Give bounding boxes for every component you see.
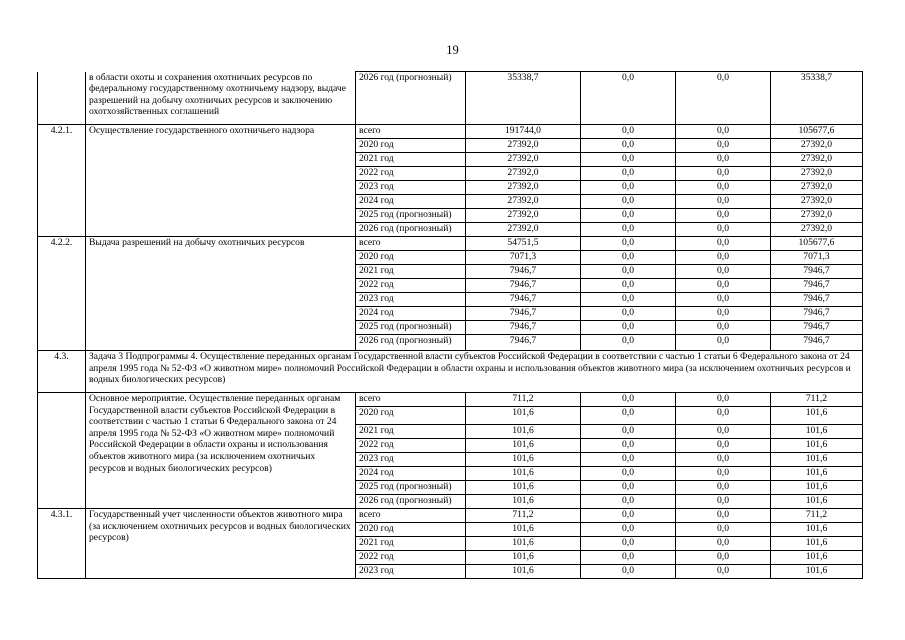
row-value-3: 0,0 (676, 181, 771, 195)
row-value-3: 0,0 (676, 307, 771, 321)
row-value-2: 0,0 (581, 537, 676, 551)
row-value-3: 0,0 (676, 537, 771, 551)
row-value-2: 0,0 (581, 453, 676, 467)
row-value-3: 0,0 (676, 223, 771, 237)
row-value-3: 0,0 (676, 293, 771, 307)
row-value-2: 0,0 (581, 125, 676, 139)
row-value-2: 0,0 (581, 293, 676, 307)
row-value-1: 7946,7 (466, 335, 581, 351)
row-value-3: 0,0 (676, 565, 771, 579)
row-value-1: 101,6 (466, 495, 581, 509)
row-value-3: 0,0 (676, 335, 771, 351)
row-period: 2021 год (356, 265, 466, 279)
row-value-1: 27392,0 (466, 181, 581, 195)
row-period: 2023 год (356, 181, 466, 195)
row-value-2: 0,0 (581, 565, 676, 579)
table-row (38, 72, 863, 125)
row-value-1: 101,6 (466, 551, 581, 565)
row-value-3: 0,0 (676, 279, 771, 293)
row-value-2: 0,0 (581, 72, 676, 125)
row-period: 2022 год (356, 551, 466, 565)
row-value-4: 101,6 (771, 523, 863, 537)
row-value-1: 7946,7 (466, 279, 581, 293)
row-value-4: 27392,0 (771, 181, 863, 195)
row-value-1: 35338,7 (466, 72, 581, 125)
row-value-4: 101,6 (771, 425, 863, 439)
row-period: 2020 год (356, 523, 466, 537)
row-value-3: 0,0 (676, 321, 771, 335)
row-value-1: 27392,0 (466, 139, 581, 153)
row-period: 2026 год (прогнозный) (356, 223, 466, 237)
row-value-1: 27392,0 (466, 153, 581, 167)
row-value-1: 101,6 (466, 537, 581, 551)
row-value-4: 7071,3 (771, 251, 863, 265)
page-number: 19 (446, 43, 459, 57)
row-value-2: 0,0 (581, 439, 676, 453)
row-value-1: 101,6 (466, 453, 581, 467)
row-code (38, 393, 86, 509)
row-value-4: 101,6 (771, 565, 863, 579)
row-period: 2026 год (прогнозный) (356, 72, 466, 125)
row-value-3: 0,0 (676, 393, 771, 407)
row-value-2: 0,0 (581, 139, 676, 153)
row-value-1: 101,6 (466, 407, 581, 425)
row-value-2: 0,0 (581, 335, 676, 351)
row-value-4: 101,6 (771, 467, 863, 481)
table-row (38, 237, 863, 251)
row-value-4: 711,2 (771, 509, 863, 523)
row-value-3: 0,0 (676, 495, 771, 509)
row-value-4: 105677,6 (771, 237, 863, 251)
row-value-4: 27392,0 (771, 209, 863, 223)
row-period: 2021 год (356, 537, 466, 551)
row-value-1: 27392,0 (466, 223, 581, 237)
row-value-3: 0,0 (676, 551, 771, 565)
row-value-3: 0,0 (676, 72, 771, 125)
row-value-4: 7946,7 (771, 279, 863, 293)
row-value-3: 0,0 (676, 251, 771, 265)
row-value-2: 0,0 (581, 407, 676, 425)
row-period: 2020 год (356, 139, 466, 153)
row-value-2: 0,0 (581, 279, 676, 293)
row-name: Государственный учет численности объектов животного мира (за исключением охотничьих ресурсов и водных биологических ресурсов) (86, 509, 356, 579)
row-value-3: 0,0 (676, 523, 771, 537)
row-value-3: 0,0 (676, 195, 771, 209)
row-period: всего (356, 509, 466, 523)
row-value-2: 0,0 (581, 251, 676, 265)
row-value-1: 101,6 (466, 523, 581, 537)
row-value-4: 35338,7 (771, 72, 863, 125)
row-code: 4.3. (38, 351, 86, 393)
row-value-4: 101,6 (771, 495, 863, 509)
row-value-2: 0,0 (581, 181, 676, 195)
row-value-4: 101,6 (771, 551, 863, 565)
row-period: всего (356, 393, 466, 407)
row-value-4: 27392,0 (771, 195, 863, 209)
row-value-4: 27392,0 (771, 139, 863, 153)
row-value-4: 27392,0 (771, 167, 863, 181)
row-value-3: 0,0 (676, 139, 771, 153)
row-value-1: 27392,0 (466, 167, 581, 181)
row-period: 2023 год (356, 293, 466, 307)
row-period: 2021 год (356, 425, 466, 439)
row-value-2: 0,0 (581, 523, 676, 537)
row-period: 2022 год (356, 439, 466, 453)
row-value-4: 105677,6 (771, 125, 863, 139)
row-period: 2025 год (прогнозный) (356, 481, 466, 495)
row-period: 2022 год (356, 279, 466, 293)
row-value-3: 0,0 (676, 167, 771, 181)
row-value-4: 101,6 (771, 407, 863, 425)
row-value-2: 0,0 (581, 167, 676, 181)
row-value-1: 101,6 (466, 439, 581, 453)
row-name: Основное мероприятие. Осуществление переданных органам Государственной власти субъектов Российской Федерации в соответствии с частью 1 статьи 6 Федерального закона от 24 апреля 1995 года № 52-ФЗ «О животном мире» полномочий Российской Федерации в области охраны и использования объектов животного мира (за исключением охотничьих ресурсов и водных биологических ресурсов) (86, 393, 356, 509)
row-value-3: 0,0 (676, 407, 771, 425)
row-value-1: 27392,0 (466, 195, 581, 209)
row-value-3: 0,0 (676, 453, 771, 467)
row-code: 4.3.1. (38, 509, 86, 579)
row-value-2: 0,0 (581, 321, 676, 335)
row-value-4: 7946,7 (771, 293, 863, 307)
task-row (38, 351, 863, 393)
row-value-2: 0,0 (581, 237, 676, 251)
row-value-4: 101,6 (771, 537, 863, 551)
row-value-3: 0,0 (676, 425, 771, 439)
row-code: 4.2.1. (38, 125, 86, 237)
row-value-3: 0,0 (676, 153, 771, 167)
budget-table (37, 71, 863, 579)
row-value-2: 0,0 (581, 195, 676, 209)
row-value-2: 0,0 (581, 393, 676, 407)
row-value-4: 7946,7 (771, 335, 863, 351)
row-value-1: 711,2 (466, 393, 581, 407)
row-period: 2020 год (356, 251, 466, 265)
task-text: Задача 3 Подпрограммы 4. Осуществление переданных органам Государственной власти субъектов Российской Федерации в соответствии с частью 1 статьи 6 Федерального закона от 24 апреля 1995 года № 52-ФЗ «О животном мире» полномочий Российской Федерации в области охраны и использования объектов животного мира (за исключением охотничьих ресурсов и водных биологических ресурсов) (86, 351, 863, 393)
row-value-4: 101,6 (771, 439, 863, 453)
row-value-4: 27392,0 (771, 223, 863, 237)
row-period: 2025 год (прогнозный) (356, 209, 466, 223)
row-value-4: 101,6 (771, 453, 863, 467)
row-period: 2024 год (356, 307, 466, 321)
row-value-2: 0,0 (581, 481, 676, 495)
table-row (38, 393, 863, 407)
row-code: 4.2.2. (38, 237, 86, 351)
row-value-1: 711,2 (466, 509, 581, 523)
row-value-1: 7071,3 (466, 251, 581, 265)
row-value-1: 7946,7 (466, 307, 581, 321)
row-value-2: 0,0 (581, 223, 676, 237)
row-name: Осуществление государственного охотничьего надзора (86, 125, 356, 237)
row-value-1: 54751,5 (466, 237, 581, 251)
row-value-2: 0,0 (581, 509, 676, 523)
row-value-3: 0,0 (676, 481, 771, 495)
row-value-3: 0,0 (676, 467, 771, 481)
row-period: 2022 год (356, 167, 466, 181)
row-value-2: 0,0 (581, 209, 676, 223)
row-value-3: 0,0 (676, 509, 771, 523)
row-value-1: 101,6 (466, 467, 581, 481)
row-value-2: 0,0 (581, 551, 676, 565)
row-value-3: 0,0 (676, 209, 771, 223)
row-period: всего (356, 125, 466, 139)
row-value-4: 101,6 (771, 481, 863, 495)
row-value-4: 7946,7 (771, 307, 863, 321)
row-value-1: 7946,7 (466, 293, 581, 307)
row-value-1: 101,6 (466, 481, 581, 495)
row-value-3: 0,0 (676, 125, 771, 139)
row-code (38, 72, 86, 125)
row-value-1: 7946,7 (466, 265, 581, 279)
row-period: 2026 год (прогнозный) (356, 495, 466, 509)
row-period: 2024 год (356, 195, 466, 209)
row-value-2: 0,0 (581, 153, 676, 167)
row-value-1: 101,6 (466, 425, 581, 439)
row-value-3: 0,0 (676, 237, 771, 251)
row-value-4: 7946,7 (771, 321, 863, 335)
row-period: всего (356, 237, 466, 251)
row-period: 2024 год (356, 467, 466, 481)
row-period: 2020 год (356, 407, 466, 425)
row-period: 2023 год (356, 453, 466, 467)
row-value-4: 711,2 (771, 393, 863, 407)
table-row (38, 125, 863, 139)
table-row (38, 509, 863, 523)
row-period: 2025 год (прогнозный) (356, 321, 466, 335)
row-value-4: 27392,0 (771, 153, 863, 167)
row-value-2: 0,0 (581, 495, 676, 509)
row-value-1: 191744,0 (466, 125, 581, 139)
row-value-2: 0,0 (581, 425, 676, 439)
row-value-1: 27392,0 (466, 209, 581, 223)
row-value-1: 101,6 (466, 565, 581, 579)
row-period: 2023 год (356, 565, 466, 579)
row-value-3: 0,0 (676, 439, 771, 453)
row-name: в области охоты и сохранения охотничьих ресурсов по федеральному государственному охотничьему надзору, выдаче разрешений на добычу охотничьих ресурсов и заключению охотхозяйственных соглашений (86, 72, 356, 125)
row-value-3: 0,0 (676, 265, 771, 279)
row-value-2: 0,0 (581, 467, 676, 481)
row-period: 2026 год (прогнозный) (356, 335, 466, 351)
table-body (38, 72, 863, 579)
row-value-4: 7946,7 (771, 265, 863, 279)
row-value-2: 0,0 (581, 265, 676, 279)
row-period: 2021 год (356, 153, 466, 167)
row-name: Выдача разрешений на добычу охотничьих ресурсов (86, 237, 356, 351)
row-value-2: 0,0 (581, 307, 676, 321)
row-value-1: 7946,7 (466, 321, 581, 335)
